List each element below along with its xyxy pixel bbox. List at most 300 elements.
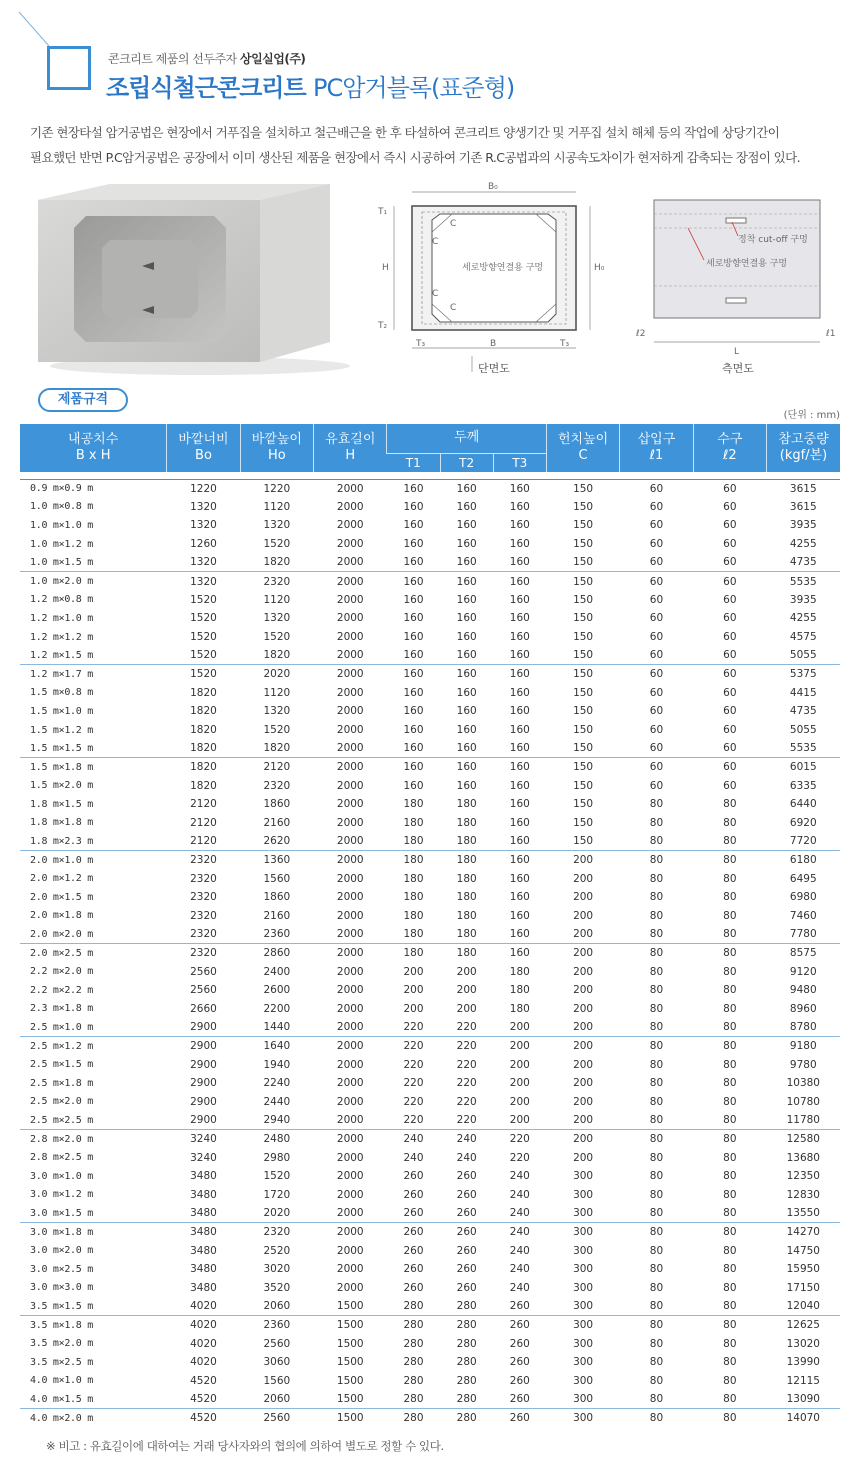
- table-cell: 160: [456, 593, 477, 606]
- table-cell: 240: [509, 1244, 530, 1257]
- table-cell: 2900: [167, 1018, 240, 1037]
- table-cell: 2000: [314, 1111, 387, 1130]
- table-cell: 2900: [190, 1040, 217, 1053]
- table-cell: 2000: [336, 854, 364, 867]
- cell-size: 1.2 m×1.2 m: [30, 631, 93, 643]
- table-row: [20, 609, 840, 628]
- table-row: [20, 907, 840, 926]
- cell-size: 2.5 m×1.8 m: [30, 1077, 93, 1089]
- table-row: [20, 832, 840, 851]
- table-cell: 3240: [190, 1151, 217, 1164]
- table-cell: 1820: [240, 553, 313, 572]
- label-h: H: [382, 263, 389, 273]
- table-cell: 60: [649, 779, 664, 792]
- cell-size: 1.0 m×1.0 m: [30, 519, 93, 531]
- table-cell: 240: [509, 1263, 530, 1276]
- table-cell: 200: [573, 1095, 594, 1108]
- table-row: [20, 1037, 840, 1056]
- table-cell: 80: [693, 1390, 766, 1409]
- table-cell: 160: [456, 519, 477, 532]
- table-cell: 300: [573, 1337, 594, 1350]
- table-cell: 6015: [789, 761, 817, 774]
- table-cell: 240: [509, 1226, 530, 1239]
- unit-label: (단위 : mm): [783, 410, 840, 421]
- table-cell: 200: [546, 925, 619, 944]
- cell-size: 3.5 m×1.5 m: [20, 1297, 167, 1316]
- cell-size: 1.2 m×0.8 m: [30, 594, 93, 606]
- table-cell: 200: [573, 1002, 594, 1015]
- table-cell: 200: [573, 891, 594, 904]
- table-cell: 2000: [336, 947, 364, 960]
- table-cell: 280: [403, 1412, 424, 1425]
- table-cell: 150: [573, 798, 594, 811]
- table-cell: 180: [456, 798, 477, 811]
- table-cell: 13550: [767, 1204, 840, 1223]
- label-c-top: C: [450, 219, 457, 229]
- table-cell: 60: [649, 519, 664, 532]
- table-cell: 160: [509, 500, 530, 513]
- table-cell: 1520: [190, 612, 217, 625]
- table-cell: 5535: [789, 575, 817, 588]
- table-cell: 3520: [263, 1281, 291, 1294]
- table-cell: 160: [493, 832, 546, 851]
- col-t3: T3: [493, 453, 546, 472]
- table-row: [20, 1241, 840, 1260]
- table-cell: 240: [509, 1281, 530, 1294]
- col-l1: 삽입구 ℓ1: [620, 424, 693, 472]
- table-cell: 1820: [167, 739, 240, 758]
- table-row: [20, 1204, 840, 1223]
- table-cell: 80: [620, 1204, 693, 1223]
- table-cell: 260: [403, 1226, 424, 1239]
- table-cell: 2120: [167, 832, 240, 851]
- table-cell: 240: [403, 1151, 424, 1164]
- table-cell: 260: [456, 1170, 477, 1183]
- table-cell: 1640: [263, 1040, 291, 1053]
- table-cell: 60: [723, 779, 737, 792]
- table-cell: 180: [387, 925, 440, 944]
- cell-size: 1.0 m×2.0 m: [30, 576, 93, 588]
- table-cell: 300: [546, 1204, 619, 1223]
- table-cell: 2360: [240, 925, 313, 944]
- table-cell: 1860: [263, 891, 291, 904]
- table-cell: 220: [403, 1058, 424, 1071]
- table-cell: 160: [440, 739, 493, 758]
- table-cell: 14270: [786, 1226, 820, 1239]
- table-cell: 160: [456, 724, 477, 737]
- table-cell: 6495: [789, 872, 817, 885]
- table-cell: 200: [403, 1002, 424, 1015]
- table-cell: 150: [573, 668, 594, 681]
- table-cell: 2020: [263, 668, 291, 681]
- table-cell: 280: [440, 1390, 493, 1409]
- cross-section-diagram: [372, 178, 612, 378]
- table-cell: 3480: [190, 1244, 217, 1257]
- table-row: [20, 1111, 840, 1130]
- table-cell: 160: [440, 646, 493, 665]
- table-cell: 150: [573, 612, 594, 625]
- table-row: [20, 702, 840, 721]
- table-cell: 160: [456, 612, 477, 625]
- table-cell: 80: [723, 909, 737, 922]
- spec-table-header: [20, 424, 840, 472]
- table-row: [20, 721, 840, 740]
- table-cell: 160: [403, 724, 424, 737]
- table-cell: 60: [723, 593, 737, 606]
- table-cell: 180: [456, 854, 477, 867]
- table-cell: 180: [440, 925, 493, 944]
- table-cell: 2060: [240, 1390, 313, 1409]
- table-cell: 160: [440, 553, 493, 572]
- table-cell: 160: [387, 646, 440, 665]
- table-cell: 3480: [190, 1263, 217, 1276]
- table-cell: 9120: [789, 965, 817, 978]
- cell-size: 3.5 m×2.0 m: [30, 1338, 93, 1350]
- table-cell: 60: [723, 500, 737, 513]
- table-row: [20, 1148, 840, 1167]
- table-cell: 80: [649, 798, 664, 811]
- table-cell: 1500: [314, 1390, 387, 1409]
- table-row: [20, 1390, 840, 1409]
- cell-size: 3.0 m×2.0 m: [30, 1245, 93, 1257]
- table-cell: 4575: [789, 631, 817, 644]
- table-cell: 1120: [263, 686, 291, 699]
- table-cell: 60: [620, 553, 693, 572]
- table-cell: 80: [723, 1188, 737, 1201]
- table-cell: 150: [546, 739, 619, 758]
- col-bo: 바깥너비 Bo: [167, 424, 240, 472]
- table-cell: 80: [649, 1356, 664, 1369]
- table-cell: 80: [723, 1002, 737, 1015]
- table-cell: 80: [723, 1356, 737, 1369]
- table-cell: 2000: [314, 1018, 387, 1037]
- table-cell: 80: [649, 1226, 664, 1239]
- table-cell: 280: [456, 1412, 477, 1425]
- table-cell: 80: [723, 1170, 737, 1183]
- table-cell: 60: [693, 646, 766, 665]
- table-cell: 220: [456, 1077, 477, 1090]
- table-cell: 280: [387, 1390, 440, 1409]
- table-cell: 1260: [190, 538, 217, 551]
- table-cell: 80: [649, 947, 664, 960]
- table-cell: 3480: [190, 1226, 217, 1239]
- table-cell: 6920: [789, 816, 817, 829]
- table-cell: 5055: [767, 646, 840, 665]
- table-cell: 2200: [263, 1002, 291, 1015]
- table-cell: 60: [723, 575, 737, 588]
- table-cell: 300: [573, 1374, 594, 1387]
- table-cell: 2000: [336, 1226, 364, 1239]
- table-cell: 80: [620, 1390, 693, 1409]
- table-cell: 160: [509, 761, 530, 774]
- table-cell: 12350: [786, 1170, 820, 1183]
- table-cell: 200: [456, 984, 477, 997]
- table-cell: 180: [456, 909, 477, 922]
- table-cell: 80: [649, 965, 664, 978]
- table-cell: 12830: [786, 1188, 820, 1201]
- table-row: [20, 1055, 840, 1074]
- cell-size: 3.5 m×2.5 m: [30, 1356, 93, 1368]
- table-cell: 60: [723, 724, 737, 737]
- table-cell: 60: [649, 761, 664, 774]
- cell-size: 1.2 m×1.7 m: [30, 668, 93, 680]
- footnote: ※ 비고 : 유효길이에 대하여는 거래 당사자와의 협의에 의하여 별도로 정할 수 있다.: [46, 1439, 444, 1453]
- table-cell: 260: [493, 1297, 546, 1316]
- table-cell: 3240: [190, 1133, 217, 1146]
- table-row: [20, 553, 840, 572]
- cell-size: 2.0 m×2.0 m: [20, 925, 167, 944]
- table-row: [20, 684, 840, 703]
- table-cell: 2520: [263, 1244, 291, 1257]
- table-cell: 240: [456, 1133, 477, 1146]
- table-cell: 2020: [240, 1204, 313, 1223]
- table-cell: 80: [649, 1337, 664, 1350]
- table-cell: 180: [509, 965, 530, 978]
- table-cell: 2000: [336, 779, 364, 792]
- table-cell: 150: [573, 593, 594, 606]
- table-cell: 60: [723, 761, 737, 774]
- cell-size: 2.5 m×2.5 m: [20, 1111, 167, 1130]
- table-row: [20, 628, 840, 647]
- table-cell: 9480: [789, 984, 817, 997]
- table-cell: 280: [387, 1297, 440, 1316]
- table-cell: 180: [403, 798, 424, 811]
- table-cell: 80: [723, 965, 737, 978]
- table-cell: 60: [649, 686, 664, 699]
- table-cell: 160: [456, 482, 477, 495]
- table-cell: 2000: [336, 1077, 364, 1090]
- cell-size: 3.0 m×1.5 m: [20, 1204, 167, 1223]
- table-cell: 260: [509, 1319, 530, 1332]
- label-t3-right: T₃: [560, 339, 570, 349]
- table-cell: 160: [509, 816, 530, 829]
- table-cell: 150: [573, 761, 594, 774]
- table-cell: 220: [440, 1018, 493, 1037]
- page-title: 조립식철근콘크리트 PC암거블록(표준형): [106, 74, 515, 102]
- table-cell: 160: [509, 593, 530, 606]
- table-cell: 200: [573, 947, 594, 960]
- cell-size: 2.5 m×1.5 m: [30, 1059, 93, 1071]
- table-cell: 180: [509, 1002, 530, 1015]
- table-cell: 2320: [263, 575, 291, 588]
- table-cell: 2000: [314, 739, 387, 758]
- table-cell: 2000: [336, 1058, 364, 1071]
- table-cell: 80: [723, 891, 737, 904]
- table-row: [20, 758, 840, 777]
- table-cell: 160: [403, 500, 424, 513]
- cell-size: 2.5 m×1.2 m: [30, 1040, 93, 1052]
- table-cell: 80: [649, 1040, 664, 1053]
- table-cell: 260: [456, 1263, 477, 1276]
- table-cell: 260: [493, 1390, 546, 1409]
- table-cell: 150: [546, 553, 619, 572]
- table-cell: 1820: [190, 686, 217, 699]
- table-cell: 180: [456, 947, 477, 960]
- table-cell: 280: [456, 1319, 477, 1332]
- table-cell: 1120: [263, 500, 291, 513]
- table-cell: 2000: [336, 984, 364, 997]
- table-cell: 180: [456, 872, 477, 885]
- table-cell: 180: [403, 816, 424, 829]
- cell-size: 2.2 m×2.0 m: [30, 966, 93, 978]
- table-row: [20, 646, 840, 665]
- table-cell: 1520: [263, 1170, 291, 1183]
- table-cell: 2900: [190, 1077, 217, 1090]
- cell-size: 2.0 m×1.5 m: [30, 891, 93, 903]
- table-row: [20, 1223, 840, 1242]
- table-cell: 160: [403, 538, 424, 551]
- table-cell: 80: [649, 872, 664, 885]
- cell-size: 1.5 m×0.8 m: [30, 687, 93, 699]
- table-cell: 300: [573, 1263, 594, 1276]
- table-cell: 80: [649, 1133, 664, 1146]
- table-cell: 80: [693, 925, 766, 944]
- table-cell: 80: [723, 1151, 737, 1164]
- table-row: [20, 739, 840, 758]
- table-cell: 80: [649, 984, 664, 997]
- table-cell: 60: [649, 705, 664, 718]
- table-cell: 2320: [190, 891, 217, 904]
- table-row: [20, 479, 840, 498]
- table-cell: 160: [509, 705, 530, 718]
- table-cell: 150: [573, 705, 594, 718]
- cell-size: 3.0 m×1.0 m: [30, 1170, 93, 1182]
- label-c-bottom: C: [450, 303, 457, 313]
- caption-section: 단면도: [478, 362, 510, 375]
- table-cell: 80: [649, 1263, 664, 1276]
- table-cell: 160: [403, 631, 424, 644]
- table-cell: 220: [387, 1111, 440, 1130]
- table-cell: 150: [546, 646, 619, 665]
- table-cell: 160: [456, 686, 477, 699]
- table-cell: 60: [723, 612, 737, 625]
- table-cell: 11780: [767, 1111, 840, 1130]
- table-cell: 1520: [190, 593, 217, 606]
- table-cell: 150: [573, 724, 594, 737]
- table-row: [20, 795, 840, 814]
- table-cell: 4520: [190, 1412, 217, 1425]
- table-cell: 260: [509, 1412, 530, 1425]
- table-cell: 160: [509, 538, 530, 551]
- cell-size: 1.0 m×1.5 m: [20, 553, 167, 572]
- table-cell: 2060: [240, 1297, 313, 1316]
- table-cell: 150: [573, 631, 594, 644]
- table-cell: 260: [403, 1244, 424, 1257]
- table-cell: 1560: [263, 872, 291, 885]
- table-row: [20, 869, 840, 888]
- table-cell: 1820: [240, 739, 313, 758]
- table-row: [20, 1353, 840, 1372]
- table-cell: 10780: [786, 1095, 820, 1108]
- table-cell: 60: [693, 553, 766, 572]
- header-subtitle: 콘크리트 제품의 선두주자 상일실업(주): [108, 52, 306, 66]
- table-cell: 9780: [789, 1058, 817, 1071]
- table-cell: 1120: [263, 593, 291, 606]
- table-cell: 80: [649, 1002, 664, 1015]
- header-square-icon: [47, 46, 91, 90]
- table-cell: 2560: [190, 965, 217, 978]
- label-b0: B₀: [488, 182, 498, 192]
- table-cell: 2000: [336, 724, 364, 737]
- table-cell: 1440: [240, 1018, 313, 1037]
- table-cell: 200: [546, 1111, 619, 1130]
- label-side-hole: 세로방향연결용 구멍: [706, 259, 788, 269]
- table-cell: 200: [509, 1040, 530, 1053]
- table-cell: 280: [456, 1356, 477, 1369]
- table-cell: 200: [456, 965, 477, 978]
- table-cell: 1820: [190, 705, 217, 718]
- table-cell: 1320: [190, 519, 217, 532]
- table-cell: 220: [456, 1040, 477, 1053]
- table-cell: 3935: [789, 593, 817, 606]
- side-view-diagram: [628, 178, 840, 378]
- table-cell: 240: [509, 1170, 530, 1183]
- table-cell: 80: [723, 798, 737, 811]
- table-cell: 160: [403, 686, 424, 699]
- table-cell: 260: [403, 1263, 424, 1276]
- table-cell: 2000: [336, 575, 364, 588]
- table-cell: 1360: [263, 854, 291, 867]
- cell-size: 1.8 m×1.8 m: [30, 817, 93, 829]
- table-cell: 160: [403, 612, 424, 625]
- table-cell: 60: [693, 739, 766, 758]
- table-cell: 3020: [263, 1263, 291, 1276]
- table-row: [20, 1297, 840, 1316]
- table-cell: 13680: [786, 1151, 820, 1164]
- table-cell: 220: [440, 1111, 493, 1130]
- table-cell: 200: [573, 1151, 594, 1164]
- table-cell: 2320: [190, 854, 217, 867]
- table-cell: 1500: [336, 1412, 364, 1425]
- table-cell: 2000: [336, 872, 364, 885]
- table-cell: 2000: [314, 925, 387, 944]
- table-cell: 200: [573, 854, 594, 867]
- table-cell: 2000: [314, 553, 387, 572]
- table-cell: 13990: [786, 1356, 820, 1369]
- table-cell: 2600: [263, 984, 291, 997]
- table-row: [20, 1409, 840, 1428]
- table-cell: 3615: [789, 482, 817, 495]
- label-c-left-bottom: C: [432, 289, 439, 299]
- table-cell: 15950: [786, 1263, 820, 1276]
- table-row: [20, 851, 840, 870]
- table-cell: 160: [456, 575, 477, 588]
- table-cell: 1820: [240, 646, 313, 665]
- table-cell: 60: [649, 631, 664, 644]
- table-cell: 80: [723, 816, 737, 829]
- table-cell: 12115: [786, 1374, 820, 1387]
- cell-size: 2.0 m×2.5 m: [30, 947, 93, 959]
- table-cell: 4255: [789, 612, 817, 625]
- table-cell: 240: [403, 1133, 424, 1146]
- table-cell: 150: [546, 832, 619, 851]
- table-cell: 160: [509, 686, 530, 699]
- table-row: [20, 498, 840, 517]
- cell-size: 4.0 m×1.5 m: [20, 1390, 167, 1409]
- table-cell: 80: [723, 1319, 737, 1332]
- table-cell: 60: [649, 538, 664, 551]
- table-cell: 260: [456, 1281, 477, 1294]
- table-row: [20, 814, 840, 833]
- table-cell: 160: [403, 593, 424, 606]
- cell-size: 2.0 m×1.0 m: [30, 854, 93, 866]
- table-cell: 1520: [167, 646, 240, 665]
- table-cell: 8780: [767, 1018, 840, 1037]
- table-cell: 150: [573, 575, 594, 588]
- table-cell: 2000: [336, 538, 364, 551]
- table-cell: 60: [620, 739, 693, 758]
- table-cell: 160: [509, 575, 530, 588]
